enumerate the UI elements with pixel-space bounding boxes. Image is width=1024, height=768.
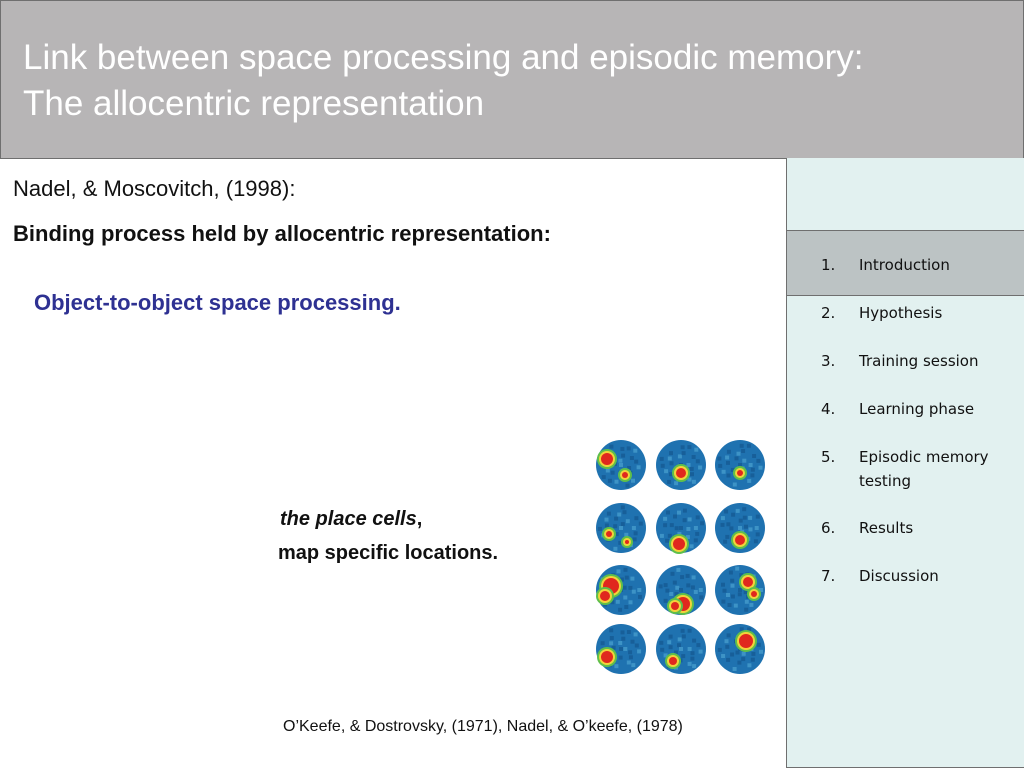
map-pixel bbox=[664, 469, 668, 473]
map-pixel bbox=[629, 600, 633, 604]
map-pixel bbox=[637, 588, 641, 592]
firing-field-peak bbox=[735, 535, 745, 545]
map-pixel bbox=[695, 532, 699, 536]
place-cell-map bbox=[656, 440, 706, 490]
map-pixel bbox=[620, 447, 624, 451]
map-pixel bbox=[718, 648, 722, 652]
map-pixel bbox=[625, 576, 629, 580]
slide-header bbox=[0, 0, 1024, 159]
map-pixel bbox=[744, 525, 748, 529]
map-pixel bbox=[665, 539, 669, 543]
place-cells-italic: the place cells bbox=[280, 508, 417, 530]
map-pixel bbox=[755, 526, 759, 530]
map-pixel bbox=[751, 652, 755, 656]
firing-field-peak bbox=[743, 577, 753, 587]
map-pixel bbox=[680, 575, 684, 579]
map-pixel bbox=[741, 657, 745, 661]
map-pixel bbox=[688, 662, 692, 666]
map-pixel bbox=[721, 600, 725, 604]
firing-field-peak bbox=[601, 651, 613, 663]
place-cell-map bbox=[596, 624, 646, 674]
map-pixel bbox=[607, 512, 611, 516]
map-pixel bbox=[725, 456, 729, 460]
map-pixel bbox=[606, 469, 610, 473]
map-pixel bbox=[744, 608, 748, 612]
map-pixel bbox=[748, 516, 752, 520]
map-pixel bbox=[690, 467, 694, 471]
map-pixel bbox=[731, 584, 735, 588]
firing-field-peak bbox=[671, 602, 679, 610]
map-pixel bbox=[738, 592, 742, 596]
nav-item-number: 1. bbox=[821, 256, 836, 274]
place-cells-line2: map specific locations. bbox=[278, 542, 499, 564]
map-pixel bbox=[700, 521, 704, 525]
map-pixel bbox=[721, 583, 725, 587]
citation-text: O’Keefe, & Dostrovsky, (1971), Nadel, & O’keefe, (1978) bbox=[283, 718, 683, 735]
map-pixel bbox=[718, 464, 722, 468]
map-pixel bbox=[756, 515, 760, 519]
map-pixel bbox=[691, 585, 695, 589]
map-pixel bbox=[696, 515, 700, 519]
place-cell-map bbox=[656, 503, 706, 554]
map-pixel bbox=[694, 538, 698, 542]
map-pixel bbox=[696, 459, 700, 463]
map-pixel bbox=[659, 641, 663, 645]
map-pixel bbox=[623, 596, 627, 600]
map-pixel bbox=[660, 648, 664, 652]
map-pixel bbox=[627, 661, 631, 665]
map-pixel bbox=[616, 600, 620, 604]
place-cell-map bbox=[656, 565, 706, 615]
map-pixel bbox=[745, 600, 749, 604]
nav-item-number: 7. bbox=[821, 567, 836, 585]
map-pixel bbox=[683, 509, 687, 513]
place-cells-line1 bbox=[280, 508, 422, 531]
firing-field-peak bbox=[600, 591, 610, 601]
nav-item-label: Hypothesis bbox=[859, 304, 943, 322]
map-pixel bbox=[694, 448, 698, 452]
map-pixel bbox=[673, 515, 677, 519]
map-pixel bbox=[751, 658, 755, 662]
map-pixel bbox=[690, 544, 694, 548]
map-pixel bbox=[742, 459, 746, 463]
map-pixel bbox=[735, 567, 739, 571]
map-pixel bbox=[726, 461, 730, 465]
map-pixel bbox=[631, 479, 635, 483]
map-pixel bbox=[737, 661, 741, 665]
map-pixel bbox=[692, 639, 696, 643]
map-pixel bbox=[665, 589, 669, 593]
map-pixel bbox=[602, 475, 606, 479]
map-pixel bbox=[617, 569, 621, 573]
map-pixel bbox=[663, 523, 667, 527]
map-pixel bbox=[605, 518, 609, 522]
map-pixel bbox=[738, 588, 742, 592]
map-pixel bbox=[634, 460, 638, 464]
sidebar-nav bbox=[786, 158, 1024, 768]
map-pixel bbox=[675, 526, 679, 530]
map-pixel bbox=[730, 653, 734, 657]
map-pixel bbox=[725, 535, 729, 539]
map-pixel bbox=[679, 588, 683, 592]
map-pixel bbox=[727, 633, 731, 637]
map-pixel bbox=[631, 640, 635, 644]
slide-title bbox=[23, 35, 863, 127]
place-cell-map bbox=[715, 624, 765, 674]
map-pixel bbox=[688, 647, 692, 651]
firing-field-peak bbox=[751, 591, 757, 597]
place-cell-map bbox=[715, 440, 765, 490]
map-pixel bbox=[618, 459, 622, 463]
map-pixel bbox=[637, 465, 641, 469]
map-pixel bbox=[668, 457, 672, 461]
map-pixel bbox=[733, 667, 737, 671]
map-pixel bbox=[601, 641, 605, 645]
map-pixel bbox=[628, 650, 632, 654]
map-pixel bbox=[614, 664, 618, 668]
map-pixel bbox=[619, 647, 623, 651]
map-pixel bbox=[731, 513, 735, 517]
map-pixel bbox=[617, 513, 621, 517]
place-cells-comma: , bbox=[416, 508, 423, 530]
map-pixel bbox=[727, 450, 731, 454]
map-pixel bbox=[721, 516, 725, 520]
map-pixel bbox=[681, 629, 685, 633]
place-cell-map bbox=[596, 503, 646, 553]
map-pixel bbox=[613, 547, 617, 551]
firing-field-peak bbox=[737, 470, 743, 476]
map-pixel bbox=[699, 588, 703, 592]
map-pixel bbox=[667, 480, 671, 484]
map-pixel bbox=[623, 647, 627, 651]
nav-item-label: Learning phase bbox=[859, 400, 975, 418]
map-pixel bbox=[747, 444, 751, 448]
map-pixel bbox=[634, 531, 638, 535]
map-pixel bbox=[750, 473, 754, 477]
map-pixel bbox=[677, 511, 681, 515]
map-pixel bbox=[621, 454, 625, 458]
map-pixel bbox=[614, 517, 618, 521]
map-pixel bbox=[632, 590, 636, 594]
map-pixel bbox=[669, 635, 673, 639]
firing-field-peak bbox=[601, 453, 613, 465]
firing-field-peak bbox=[606, 531, 612, 537]
map-pixel bbox=[688, 629, 692, 633]
map-pixel bbox=[666, 511, 670, 515]
map-pixel bbox=[623, 586, 627, 590]
map-pixel bbox=[730, 579, 734, 583]
map-pixel bbox=[692, 455, 696, 459]
firing-field-peak bbox=[622, 472, 628, 478]
map-pixel bbox=[726, 593, 730, 597]
nav-item-label: Episodic memory testing bbox=[859, 448, 989, 490]
map-pixel bbox=[756, 532, 760, 536]
map-pixel bbox=[699, 650, 703, 654]
map-pixel bbox=[678, 454, 682, 458]
map-pixel bbox=[674, 481, 678, 485]
place-cell-maps-figure bbox=[592, 438, 772, 678]
map-pixel bbox=[723, 589, 727, 593]
map-pixel bbox=[742, 652, 746, 656]
firing-field-peak bbox=[676, 468, 686, 478]
map-pixel bbox=[727, 474, 731, 478]
map-pixel bbox=[747, 479, 751, 483]
map-pixel bbox=[749, 463, 753, 467]
map-pixel bbox=[717, 457, 721, 461]
nav-item-number: 6. bbox=[821, 519, 836, 537]
map-pixel bbox=[679, 647, 683, 651]
map-pixel bbox=[738, 526, 742, 530]
map-pixel bbox=[722, 470, 726, 474]
map-pixel bbox=[677, 643, 681, 647]
binding-heading: Binding process held by allocentric representation: bbox=[13, 221, 551, 246]
map-pixel bbox=[623, 510, 627, 514]
nav-item-number: 4. bbox=[821, 400, 836, 418]
map-pixel bbox=[733, 483, 737, 487]
map-pixel bbox=[692, 480, 696, 484]
map-pixel bbox=[618, 608, 622, 612]
map-pixel bbox=[630, 456, 634, 460]
map-pixel bbox=[694, 526, 698, 530]
map-pixel bbox=[737, 452, 741, 456]
map-pixel bbox=[686, 527, 690, 531]
map-pixel bbox=[629, 655, 633, 659]
map-pixel bbox=[664, 583, 668, 587]
map-pixel bbox=[673, 581, 677, 585]
map-pixel bbox=[731, 595, 735, 599]
firing-field-peak bbox=[669, 657, 677, 665]
map-pixel bbox=[634, 516, 638, 520]
map-pixel bbox=[633, 449, 637, 453]
map-pixel bbox=[682, 451, 686, 455]
map-pixel bbox=[633, 537, 637, 541]
map-pixel bbox=[721, 523, 725, 527]
map-pixel bbox=[638, 595, 642, 599]
map-pixel bbox=[626, 519, 630, 523]
map-pixel bbox=[683, 518, 687, 522]
map-pixel bbox=[639, 522, 643, 526]
map-pixel bbox=[664, 599, 668, 603]
map-pixel bbox=[739, 519, 743, 523]
map-pixel bbox=[626, 484, 630, 488]
nav-item-number: 2. bbox=[821, 304, 836, 322]
firing-field-peak bbox=[673, 538, 685, 550]
map-pixel bbox=[723, 540, 727, 544]
map-pixel bbox=[609, 641, 613, 645]
map-pixel bbox=[740, 444, 744, 448]
map-pixel bbox=[721, 654, 725, 658]
map-pixel bbox=[743, 516, 747, 520]
nav-item-label: Introduction bbox=[859, 256, 950, 274]
map-pixel bbox=[687, 445, 691, 449]
map-pixel bbox=[690, 472, 694, 476]
slide-title-line1: Link between space processing and episodic memory: bbox=[23, 38, 864, 77]
object-space-subheading: Object-to-object space processing. bbox=[34, 290, 401, 315]
map-pixel bbox=[608, 479, 612, 483]
map-pixel bbox=[667, 640, 671, 644]
map-pixel bbox=[742, 507, 746, 511]
map-pixel bbox=[759, 466, 763, 470]
place-cell-map bbox=[656, 624, 706, 674]
map-pixel bbox=[757, 643, 761, 647]
nav-item-label: Training session bbox=[859, 352, 979, 370]
map-pixel bbox=[686, 574, 690, 578]
map-pixel bbox=[615, 480, 619, 484]
map-pixel bbox=[621, 522, 625, 526]
map-pixel bbox=[670, 523, 674, 527]
map-pixel bbox=[628, 586, 632, 590]
map-pixel bbox=[619, 656, 623, 660]
map-pixel bbox=[631, 663, 635, 667]
nav-item-label: Results bbox=[859, 519, 914, 537]
map-pixel bbox=[671, 572, 675, 576]
map-pixel bbox=[726, 522, 730, 526]
map-pixel bbox=[694, 590, 698, 594]
map-pixel bbox=[741, 449, 745, 453]
map-pixel bbox=[624, 568, 628, 572]
map-pixel bbox=[690, 657, 694, 661]
map-pixel bbox=[624, 605, 628, 609]
place-cell-map bbox=[596, 440, 646, 490]
place-cell-map bbox=[715, 565, 765, 615]
map-pixel bbox=[692, 664, 696, 668]
nav-item-label: Discussion bbox=[859, 567, 939, 585]
map-pixel bbox=[637, 649, 641, 653]
reference-text: Nadel, & Moscovitch, (1998): bbox=[13, 176, 296, 201]
map-pixel bbox=[635, 644, 639, 648]
map-pixel bbox=[619, 463, 623, 467]
map-pixel bbox=[621, 637, 625, 641]
map-pixel bbox=[678, 637, 682, 641]
map-pixel bbox=[735, 456, 739, 460]
map-pixel bbox=[660, 534, 664, 538]
map-pixel bbox=[675, 586, 679, 590]
map-pixel bbox=[729, 526, 733, 530]
map-pixel bbox=[663, 517, 667, 521]
map-pixel bbox=[611, 471, 615, 475]
nav-item-number: 3. bbox=[821, 352, 836, 370]
map-pixel bbox=[659, 584, 663, 588]
map-pixel bbox=[751, 468, 755, 472]
map-pixel bbox=[609, 628, 613, 632]
map-pixel bbox=[670, 461, 674, 465]
map-pixel bbox=[696, 643, 700, 647]
map-pixel bbox=[759, 650, 763, 654]
map-pixel bbox=[681, 654, 685, 658]
slide-title-line2: The allocentric representation bbox=[23, 84, 485, 123]
map-pixel bbox=[752, 454, 756, 458]
map-pixel bbox=[688, 517, 692, 521]
map-pixel bbox=[609, 445, 613, 449]
nav-item-number: 5. bbox=[821, 448, 836, 466]
map-pixel bbox=[676, 568, 680, 572]
map-pixel bbox=[661, 464, 665, 468]
map-pixel bbox=[698, 466, 702, 470]
map-pixel bbox=[756, 459, 760, 463]
map-pixel bbox=[605, 524, 609, 528]
map-pixel bbox=[634, 632, 638, 636]
place-cell-map bbox=[715, 503, 765, 553]
map-pixel bbox=[679, 526, 683, 530]
map-pixel bbox=[619, 526, 623, 530]
map-pixel bbox=[754, 539, 758, 543]
map-pixel bbox=[632, 526, 636, 530]
map-pixel bbox=[627, 446, 631, 450]
map-pixel bbox=[613, 524, 617, 528]
map-pixel bbox=[668, 534, 672, 538]
map-pixel bbox=[669, 451, 673, 455]
map-pixel bbox=[621, 505, 625, 509]
map-pixel bbox=[627, 630, 631, 634]
map-pixel bbox=[734, 604, 738, 608]
map-pixel bbox=[736, 651, 740, 655]
firing-field-peak bbox=[625, 540, 629, 544]
map-pixel bbox=[729, 571, 733, 575]
map-pixel bbox=[699, 595, 703, 599]
map-pixel bbox=[686, 583, 690, 587]
map-pixel bbox=[736, 509, 740, 513]
map-pixel bbox=[598, 527, 602, 531]
place-cell-map bbox=[596, 565, 646, 615]
map-pixel bbox=[660, 457, 664, 461]
map-pixel bbox=[618, 641, 622, 645]
map-pixel bbox=[669, 645, 673, 649]
map-pixel bbox=[726, 658, 730, 662]
map-pixel bbox=[725, 639, 729, 643]
map-pixel bbox=[669, 592, 673, 596]
map-pixel bbox=[728, 603, 732, 607]
map-pixel bbox=[610, 636, 614, 640]
firing-field-peak bbox=[739, 634, 753, 648]
map-pixel bbox=[692, 575, 696, 579]
map-pixel bbox=[724, 510, 728, 514]
map-pixel bbox=[681, 445, 685, 449]
map-pixel bbox=[747, 663, 751, 667]
map-pixel bbox=[682, 634, 686, 638]
map-pixel bbox=[749, 603, 753, 607]
map-pixel bbox=[725, 645, 729, 649]
map-pixel bbox=[749, 527, 753, 531]
map-pixel bbox=[621, 630, 625, 634]
map-pixel bbox=[691, 651, 695, 655]
map-pixel bbox=[630, 577, 634, 581]
